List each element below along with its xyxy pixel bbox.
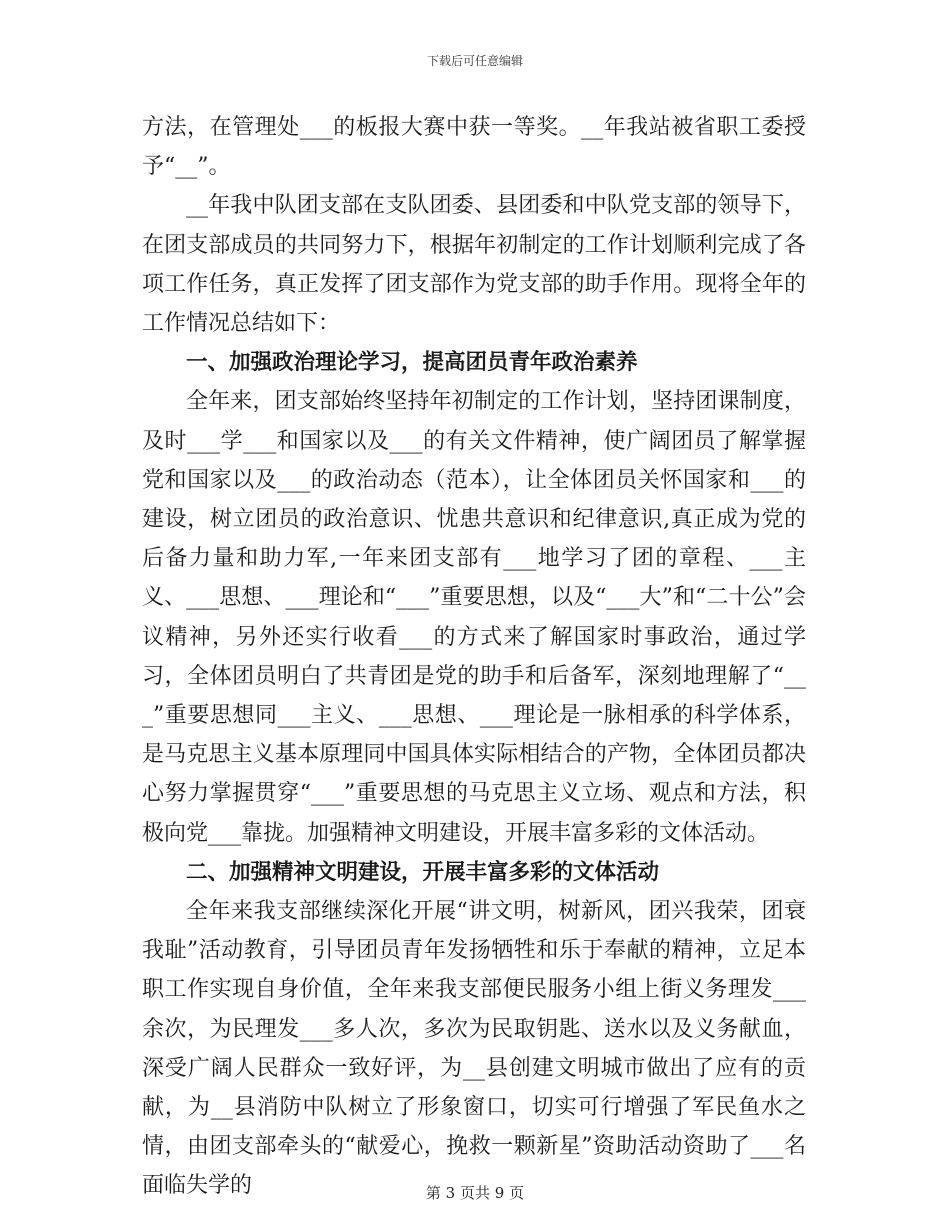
paragraph-intro: __年我中队团支部在支队团委、县团委和中队党支部的领导下，在团支部成员的共同努力下，根据年初制定的工作计划顺利完成了各项工作任务，真正发挥了团支部作为党支部的助手作用。现将全年的工作情况总结如下：: [142, 193, 806, 337]
section-heading-2: 二、加强精神文明建设，开展丰富多彩的文体活动: [186, 859, 660, 885]
paragraph-continued: 方法，在管理处___的板报大赛中获一等奖。__年我站被省职工委授予“__”。: [142, 115, 806, 180]
paragraph-section-2: 全年来我支部继续深化开展“讲文明，树新风，团兴我荣，团衰我耻”活动教育，引导团员青年发扬牺牲和乐于奉献的精神，立足本职工作实现自身价值，全年来我支部便民服务小组上街义务理发___余次，为民理发___多人次，多次为民取钥匙、送水以及义务献血，深受广阔人民群众一致好评，为__县创建文明城市做出了应有的贡献，为__县消防中队树立了形象窗口，切实可行增强了军民鱼水之情，由团支部牵头的“献爱心，挽救一颗新星”资助活动资助了___名面临失学的: [142, 899, 806, 1199]
section-heading-1: 一、加强政治理论学习，提高团员青年政治素养: [186, 350, 638, 376]
paragraph-section-1: 全年来，团支部始终坚持年初制定的工作计划，坚持团课制度，及时___学___和国家以及___的有关文件精神，使广阔团员了解掌握党和国家以及___的政治动态（范本），让全体团员关怀国家和___的建设，树立团员的政治意识、忧患共意识和纪律意识,真正成为党的后备力量和助力军,一年来团支部有___地学习了团的章程、___主义、___思想、___理论和“___”重要思想，以及“___大”和“二十公”会议精神，另外还实行收看___的方式来了解国家时事政治，通过学习，全体团员明白了共青团是党的助手和后备军，深刻地理解了“___”重要思想同___主义、___思想、___理论是一脉相承的科学体系，是马克思主义基本原理同中国具体实际相结合的产物，全体团员都决心努力掌握贯穿“___”重要思想的马克思主义立场、观点和方法，积极向党___靠拢。加强精神文明建设，开展丰富多彩的文体活动。: [142, 389, 806, 846]
document-body: [142, 108, 806, 1206]
page-header: 下载后可任意编辑: [426, 54, 523, 68]
page-footer: 第 3 页共 9 页: [425, 1184, 525, 1202]
